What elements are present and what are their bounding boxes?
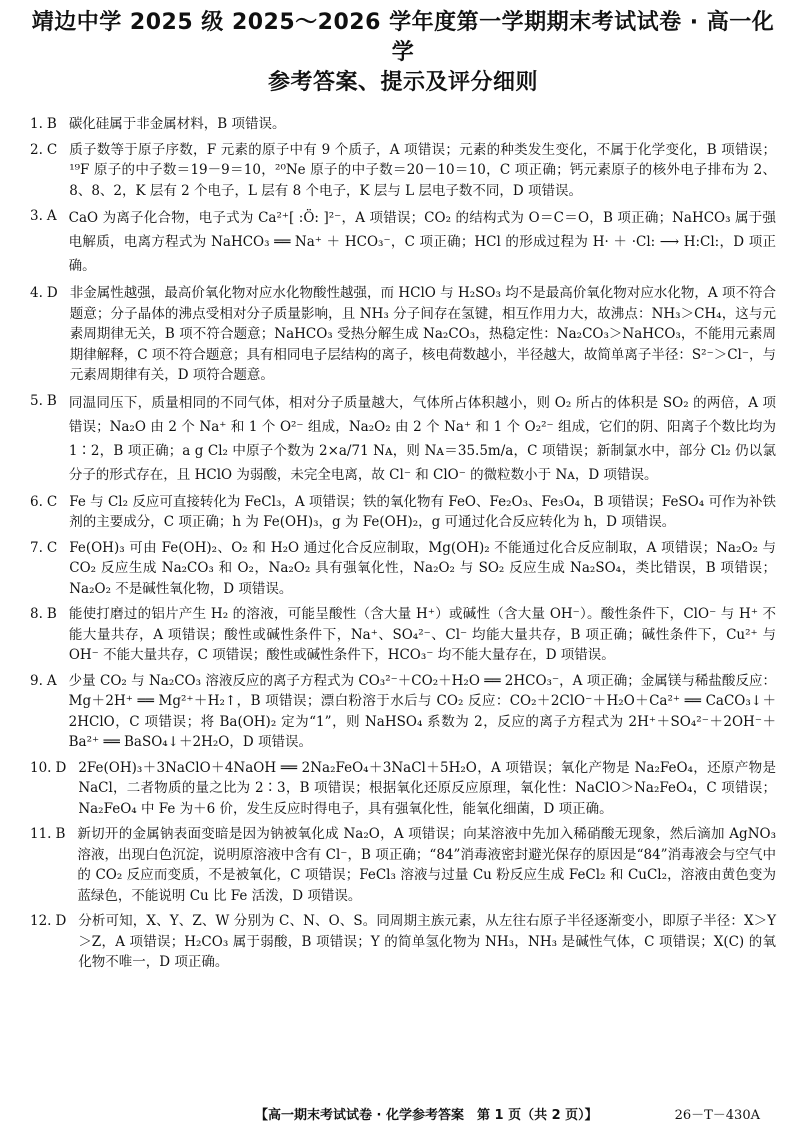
item-explanation: 质子数等于原子序数，F 元素的原子中有 9 个质子，A 项错误；元素的种类发生变化，不属于化学变化，B 项错误；¹⁹F 原子的中子数＝19－9＝10，²⁰Ne 原子的中子数＝20－10＝10，C 项正确；钙元素原子的核外电子排布为 2、8、8、2，K 层有 2 个电子，L 层有 8 个电子，K 层与 L 层电子数不同，D 项错误。	[69, 141, 776, 199]
item-answer: B	[46, 606, 57, 622]
page-subtitle: 参考答案、提示及评分细则	[267, 70, 538, 95]
item-answer: B	[46, 116, 57, 132]
answer-item-3	[30, 206, 776, 278]
answer-item-7	[30, 538, 776, 600]
item-explanation: 非金属性越强，最高价氧化物对应水化物酸性越强，而 HClO 与 H₂SO₃ 均不是最高价氧化物对应水化物，A 项不符合题意；分子晶体的沸点受相对分子质量影响，且 NH₃ 分子间存在氢键，相互作用力大，故沸点：NH₃＞CH₄，这与元素周期律无关，B 项不符合题意；NaHCO₃ 受热分解生成 Na₂CO₃，热稳定性：Na₂CO₃＞NaHCO₃，不能用元素周期律解释，C 项不符合题意；具有相同电子层结构的离子，核电荷数越小，半径越大，故简单离子半径：S²⁻＞Cl⁻，与元素周期律有关，D 项符合题意。	[69, 285, 776, 383]
item-number: 1.	[30, 116, 43, 132]
item-number: 4.	[30, 285, 43, 301]
item-number: 12.	[30, 913, 52, 929]
item-answer: D	[55, 913, 67, 929]
item-number: 10.	[30, 759, 52, 776]
page-footer	[30, 1104, 760, 1123]
footer-code: 26－T－430A	[674, 1108, 760, 1123]
footer-page-info: 【高一期末考试试卷 · 化学参考答案 第 1 页（共 2 页）】	[255, 1108, 598, 1123]
item-explanation: 少量 CO₂ 与 Na₂CO₃ 溶液反应的离子方程式为 CO₃²⁻＋CO₂＋H₂O ══ 2HCO₃⁻，A 项正确；金属镁与稀盐酸反应：Mg＋2H⁺ ══ Mg²⁺＋H₂↑，B 项错误；漂白粉溶于水后与 CO₂ 反应：CO₂＋2ClO⁻＋H₂O＋Ca²⁺ ══ CaCO₃↓＋2HClO，C 项错误；将 Ba(OH)₂ 定为“1”，则 NaHSO₄ 系数为 2，反应的离子方程式为 2H⁺＋SO₄²⁻＋2OH⁻＋Ba²⁺ ══ BaSO₄↓＋2H₂O，D 项错误。	[68, 672, 776, 750]
item-number: 11.	[30, 826, 52, 842]
answer-item-8	[30, 604, 776, 666]
item-number: 7.	[30, 539, 43, 556]
answer-item-11	[30, 824, 776, 906]
item-answer: B	[46, 392, 57, 409]
answer-item-9	[30, 671, 776, 753]
page-title: 靖边中学 2025 级 2025～2026 学年度第一学期期末考试试卷 · 高一化学	[31, 10, 775, 65]
item-explanation: 2Fe(OH)₃＋3NaClO＋4NaOH ══ 2Na₂FeO₄＋3NaCl＋5H₂O，A 项错误；氧化产物是 Na₂FeO₄，还原产物是 NaCl，二者物质的量之比为 2∶3，B 项错误；根据氧化还原反应原理，氧化性：NaClO＞Na₂FeO₄，C 项错误；Na₂FeO₄ 中 Fe 为＋6 价，发生反应时得电子，具有强氧化性，能氧化细菌，D 项正确。	[78, 759, 776, 817]
item-answer: A	[46, 208, 57, 224]
answer-item-5	[30, 391, 776, 487]
answer-item-1	[30, 114, 776, 135]
answer-item-4	[30, 283, 776, 386]
item-explanation: CaO 为离子化合物，电子式为 Ca²⁺[ :Ö: ]²⁻，A 项错误；CO₂ 的结构式为 O＝C＝O，B 项正确；NaHCO₃ 属于强电解质，电离方程式为 NaHCO₃ ══ Na⁺ ＋ HCO₃⁻，C 项正确；HCl 的形成过程为 H· ＋ ·Cl: ⟶ H:Cl:，D 项正确。	[68, 210, 776, 274]
item-answer: B	[55, 826, 66, 842]
item-number: 3.	[30, 208, 43, 224]
answer-item-2	[30, 140, 776, 202]
item-answer: D	[55, 759, 67, 776]
item-number: 8.	[30, 606, 43, 622]
item-explanation: 碳化硅属于非金属材料，B 项错误。	[68, 116, 286, 132]
item-number: 6.	[30, 493, 43, 510]
item-explanation: 能使打磨过的铝片产生 H₂ 的溶液，可能呈酸性（含大量 H⁺）或碱性（含大量 OH⁻）。酸性条件下，ClO⁻ 与 H⁺ 不能大量共存，A 项错误；酸性或碱性条件下，Na⁺、SO₄²⁻、Cl⁻ 均能大量共存，B 项正确；碱性条件下，Cu²⁺ 与 OH⁻ 不能大量共存，C 项错误；酸性或碱性条件下，HCO₃⁻ 均不能大量存在，D 项错误。	[68, 606, 776, 663]
item-explanation: Fe 与 Cl₂ 反应可直接转化为 FeCl₃，A 项错误；铁的氧化物有 FeO、Fe₂O₃、Fe₃O₄，B 项错误；FeSO₄ 可作为补铁剂的主要成分，C 项正确；h 为 Fe(OH)₃，g 为 Fe(OH)₂，g 可通过化合反应转化为 h，D 项错误。	[69, 493, 776, 530]
item-answer: C	[46, 493, 58, 510]
answer-item-10	[30, 758, 776, 820]
item-number: 2.	[30, 141, 43, 158]
item-explanation: 分析可知，X、Y、Z、W 分别为 C、N、O、S。同周期主族元素，从左往右原子半径逐渐变小，即原子半径：X＞Y＞Z，A 项错误；H₂CO₃ 属于弱酸，B 项错误；Y 的简单氢化物为 NH₃，NH₃ 是碱性气体，C 项错误；X(C) 的氧化物不唯一，D 项正确。	[78, 913, 776, 970]
item-explanation: 新切开的金属钠表面变暗是因为钠被氧化成 Na₂O，A 项错误；向某溶液中先加入稀硝酸无现象，然后滴加 AgNO₃ 溶液，出现白色沉淀，说明原溶液中含有 Cl⁻，B 项正确；“84”消毒液密封避光保存的原因是“84”消毒液会与空气中的 CO₂ 反应而变质，不是被氧化，C 项错误；FeCl₃ 溶液与过量 Cu 粉反应生成 FeCl₂ 和 CuCl₂，溶液由黄色变为蓝绿色，不能说明 Cu 比 Fe 活泼，D 项错误。	[77, 826, 776, 904]
item-answer: C	[46, 141, 58, 158]
item-answer: D	[46, 285, 58, 301]
item-number: 9.	[30, 672, 43, 689]
item-answer: C	[46, 539, 58, 556]
answer-item-12	[30, 911, 776, 973]
item-explanation: 同温同压下，质量相同的不同气体，相对分子质量越大，气体所占体积越小，则 O₂ 所占的体积是 SO₂ 的两倍，A 项错误；Na₂O 由 2 个 Na⁺ 和 1 个 O²⁻ 组成，Na₂O₂ 由 2 个 Na⁺ 和 1 个 O₂²⁻ 组成，它们的阴、阳离子个数比均为 1∶2，B 项正确；a g Cl₂ 中原子个数为 2×a/71 Nᴀ，则 Nᴀ＝35.5m/a，C 项错误；新制氯水中，部分 Cl₂ 仍以氯分子的形式存在，且 HClO 为弱酸，未完全电离，故 Cl⁻ 和 ClO⁻ 的微粒数小于 Nᴀ，D 项错误。	[68, 394, 776, 483]
item-explanation: Fe(OH)₃ 可由 Fe(OH)₂、O₂ 和 H₂O 通过化合反应制取，Mg(OH)₂ 不能通过化合反应制取，A 项错误；Na₂O₂ 与 CO₂ 反应生成 Na₂CO₃ 和 O₂，Na₂O₂ 具有强氧化性，Na₂O₂ 与 SO₂ 反应生成 Na₂SO₄，类比错误，B 项错误；Na₂O₂ 不是碱性氧化物，D 项错误。	[69, 539, 776, 597]
answer-item-6	[30, 492, 776, 533]
item-answer: A	[46, 672, 57, 689]
answer-list	[30, 114, 776, 973]
item-number: 5.	[30, 392, 43, 409]
